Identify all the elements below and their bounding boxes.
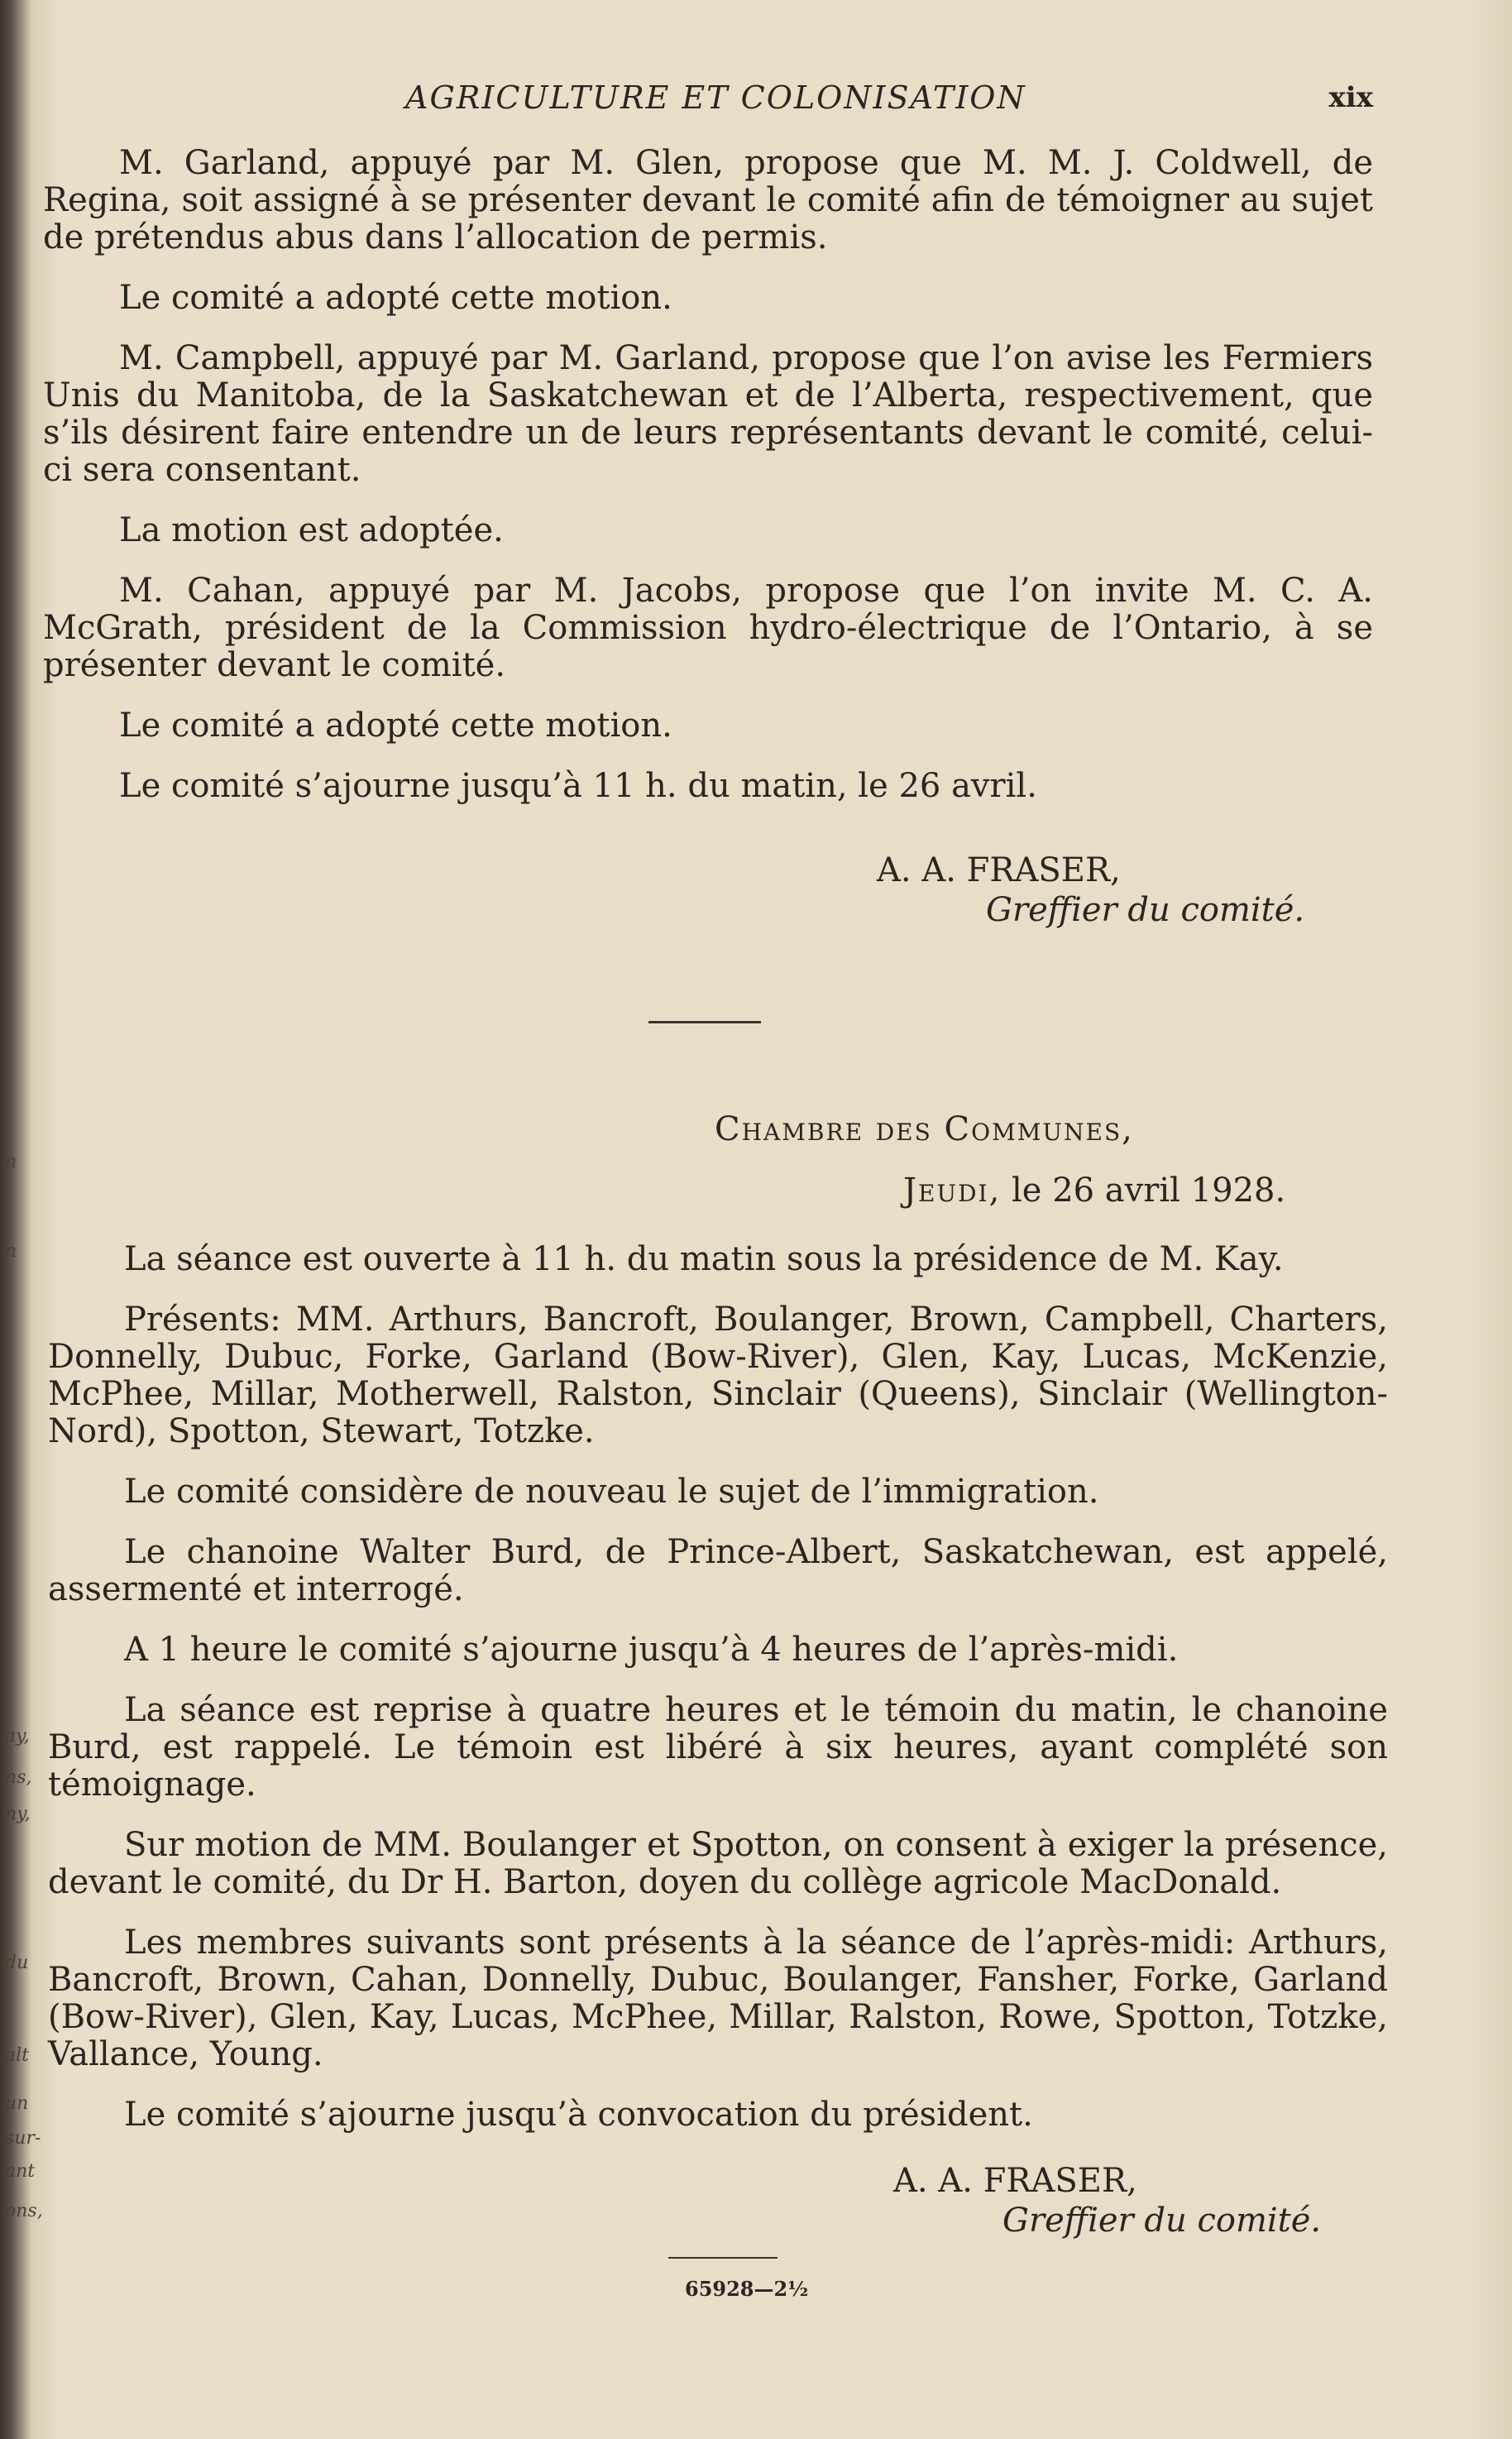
paragraph: A 1 heure le comité s’ajourne jusqu’à 4 heures de l’après-midi. [124, 1631, 1179, 1669]
print-code: 65928—2½ [685, 2277, 809, 2301]
signature-name: A. A. FRASER, [893, 2162, 1137, 2200]
paragraph: Le comité s’ajourne jusqu’à convocation du président. [124, 2096, 1033, 2134]
page-header [0, 79, 1512, 121]
paragraph: M. Garland, appuyé par M. Glen, propose que M. M. J. Coldwell, de Regina, soit assigné à se présenter devant le comité afin de témoigner au sujet de prétendus abus dans l’allocation de permis. [43, 144, 1373, 256]
footer-divider [668, 2257, 778, 2259]
gutter-fragment: du [5, 1953, 29, 1973]
signature-block-2 [893, 2161, 1321, 2240]
signature-block-1 [877, 851, 1304, 930]
paragraph: Le comité a adopté cette motion. [119, 707, 672, 745]
minutes-section-1 [43, 145, 1373, 828]
section-divider [648, 1021, 761, 1023]
meeting-day: Jeudi, [903, 1172, 1002, 1210]
gutter-fragment: n [5, 1241, 17, 1262]
signature-role: Greffier du comité. [986, 891, 1305, 929]
gutter-fragment: ns, [5, 1767, 32, 1788]
paragraph: M. Cahan, appuyé par M. Jacobs, propose que l’on invite M. C. A. McGrath, président de la Commission hydro-électrique de l’Ontario, à se présenter devant le comité. [43, 572, 1373, 684]
chamber-heading: Chambre des Communes, [715, 1110, 1134, 1148]
gutter-fragment: n [5, 1152, 17, 1172]
paragraph: Le comité considère de nouveau le sujet de l’immigration. [124, 1473, 1099, 1511]
paragraph: Les membres suivants sont présents à la séance de l’après-midi: Arthurs, Bancroft, Brown, Cahan, Donnelly, Dubuc, Boulanger, Fansher, Forke, Garland (Bow-River), Glen, Kay, Lucas, McPhee, Millar, Ralston, Rowe, Spotton, Totzke, Vallance, Young. [48, 1924, 1388, 2073]
paragraph: La motion est adoptée. [119, 511, 504, 549]
binding-gutter [0, 0, 43, 2439]
gutter-fragment: alt [5, 2045, 29, 2066]
gutter-fragment: ay, [5, 1726, 30, 1747]
page-number: xix [1328, 81, 1373, 114]
paragraph: Sur motion de MM. Boulanger et Spotton, on consent à exiger la présence, devant le comité, du Dr H. Barton, doyen du collège agricole MacDonald. [48, 1826, 1388, 1901]
paragraph: La séance est ouverte à 11 h. du matin sous la présidence de M. Kay. [124, 1240, 1284, 1278]
paragraph: M. Campbell, appuyé par M. Garland, propose que l’on avise les Fermiers Unis du Manitoba, de la Saskatchewan et de l’Alberta, respectivement, que s’ils désirent faire entendre un de leurs représentants devant le comité, celui-ci sera consentant. [43, 339, 1373, 489]
gutter-fragment: sur- [5, 2128, 41, 2149]
gutter-fragment: ons, [5, 2201, 43, 2221]
signature-role: Greffier du comité. [1002, 2202, 1322, 2240]
paragraph: Le comité s’ajourne jusqu’à 11 h. du matin, le 26 avril. [119, 767, 1037, 805]
paragraph: Le comité a adopté cette motion. [119, 279, 672, 317]
signature-name: A. A. FRASER, [877, 851, 1121, 889]
paragraph: Présents: MM. Arthurs, Bancroft, Boulanger, Brown, Campbell, Charters, Donnelly, Dubuc, Forke, Garland (Bow-River), Glen, Kay, Lucas, McKenzie, McPhee, Millar, Motherwell, Ralston, Sinclair (Queens), Sinclair (Wellington-Nord), Spotton, Stewart, Totzke. [48, 1301, 1388, 1450]
gutter-fragment: ant [5, 2161, 36, 2182]
paragraph: La séance est reprise à quatre heures et le témoin du matin, le chanoine Burd, est rappelé. Le témoin est libéré à six heures, ayant complété son témoignage. [48, 1691, 1388, 1804]
minutes-section-2 [48, 1241, 1388, 2157]
meeting-date-text: le 26 avril 1928. [1001, 1172, 1286, 1210]
gutter-fragment: ny, [5, 1804, 31, 1824]
paragraph: Le chanoine Walter Burd, de Prince-Albert, Saskatchewan, est appelé, assermenté et interrogé. [48, 1533, 1388, 1608]
meeting-date [903, 1172, 1285, 1210]
running-head: AGRICULTURE ET COLONISATION [405, 79, 1026, 116]
gutter-fragment: un [5, 2093, 29, 2114]
